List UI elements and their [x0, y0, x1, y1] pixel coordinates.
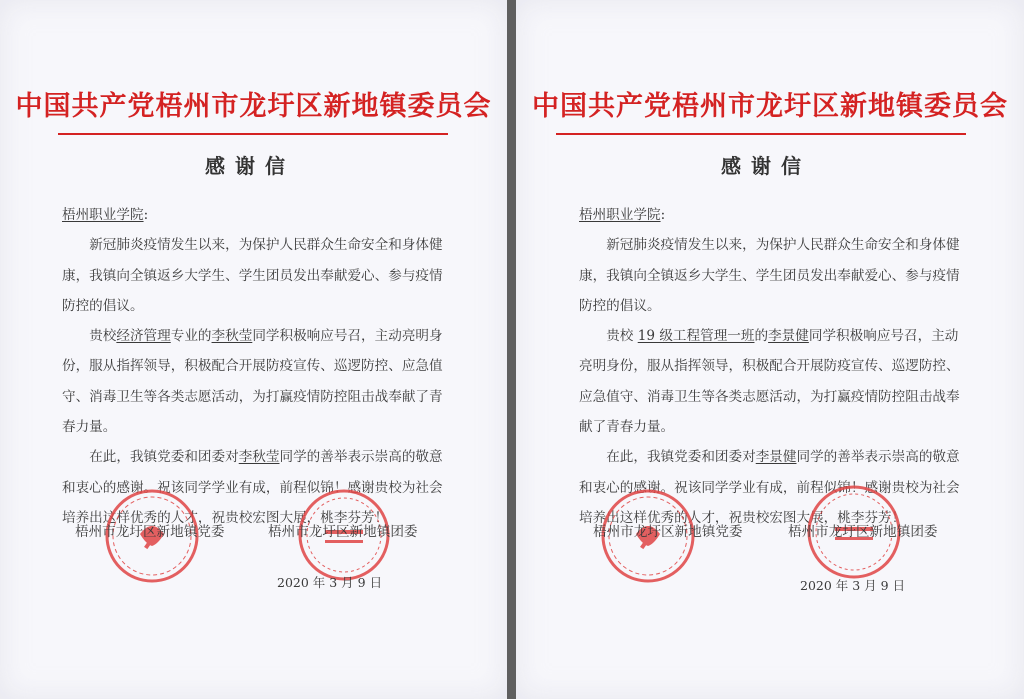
letterhead-title: 中国共产党梧州市龙圩区新地镇委员会	[532, 91, 1008, 122]
student-name: 李秋莹	[238, 449, 280, 466]
salutation: 梧州职业学院:	[62, 207, 149, 223]
signature-party-committee: 梧州市龙圩区新地镇党委	[593, 524, 743, 540]
paragraph-3: 在此，我镇党委和团委对李秋莹同学的善举表示崇高的敬意和衷心的感谢。祝该同学学业有成，前程似锦！感谢贵校为社会培养出这样优秀的人才，祝贵校宏图大展，桃李芬芳！	[62, 449, 443, 526]
paragraph-3: 在此，我镇党委和团委对李景健同学的善举表示崇高的敬意和衷心的感谢。祝该同学学业有成，前程似锦！感谢贵校为社会培养出这样优秀的人才，祝贵校宏图大展，桃李芬芳！	[579, 449, 960, 526]
signature-youth-league: 梧州市龙圩区新地镇团委	[788, 524, 938, 540]
salutation: 梧州职业学院:	[579, 207, 666, 223]
letter-date: 2020 年 3 月 9 日	[800, 578, 906, 593]
paragraph-2: 贵校 19 级工程管理一班的李景健同学积极响应号召，主动亮明身份，服从指挥领导，积极配合开展防疫宣传、巡逻防控、应急值守、消毒卫生等各类志愿活动，为打赢疫情防控阻击战奉献了青春力量。	[579, 328, 960, 436]
paragraph-1: 新冠肺炎疫情发生以来，为保护人民群众生命安全和身体健康，我镇向全镇返乡大学生、学生团员发出奉献爱心、参与疫情防控的倡议。	[579, 237, 960, 314]
letter-page-left	[0, 0, 507, 699]
student-class: 19 级工程管理一班	[637, 328, 755, 345]
letterhead-title: 中国共产党梧州市龙圩区新地镇委员会	[15, 91, 492, 122]
letter-title: 感谢信	[721, 154, 811, 178]
student-name: 李景健	[768, 328, 809, 345]
letter-body	[579, 200, 971, 533]
letterhead-rule	[556, 133, 966, 135]
letter-date: 2020 年 3 月 9 日	[277, 575, 383, 590]
recipient-name: 梧州职业学院	[579, 207, 661, 223]
student-name: 李景健	[755, 449, 797, 466]
paragraph-1: 新冠肺炎疫情发生以来，为保护人民群众生命安全和身体健康，我镇向全镇返乡大学生、学生团员发出奉献爱心、参与疫情防控的倡议。	[62, 237, 443, 314]
paragraph-2: 贵校经济管理专业的李秋莹同学积极响应号召，主动亮明身份，服从指挥领导，积极配合开展防疫宣传、巡逻防控、应急值守、消毒卫生等各类志愿活动，为打赢疫情防控阻击战奉献了青春力量。	[62, 328, 443, 436]
signature-youth-league: 梧州市龙圩区新地镇团委	[268, 524, 418, 540]
letterhead-rule	[58, 133, 448, 135]
recipient-name: 梧州职业学院	[62, 207, 144, 223]
student-major: 经济管理	[116, 328, 171, 345]
letter-page-right	[516, 0, 1024, 699]
student-name: 李秋莹	[211, 328, 253, 345]
letter-title: 感谢信	[205, 154, 295, 178]
letter-body	[62, 200, 446, 533]
signature-party-committee: 梧州市龙圩区新地镇党委	[75, 524, 225, 540]
